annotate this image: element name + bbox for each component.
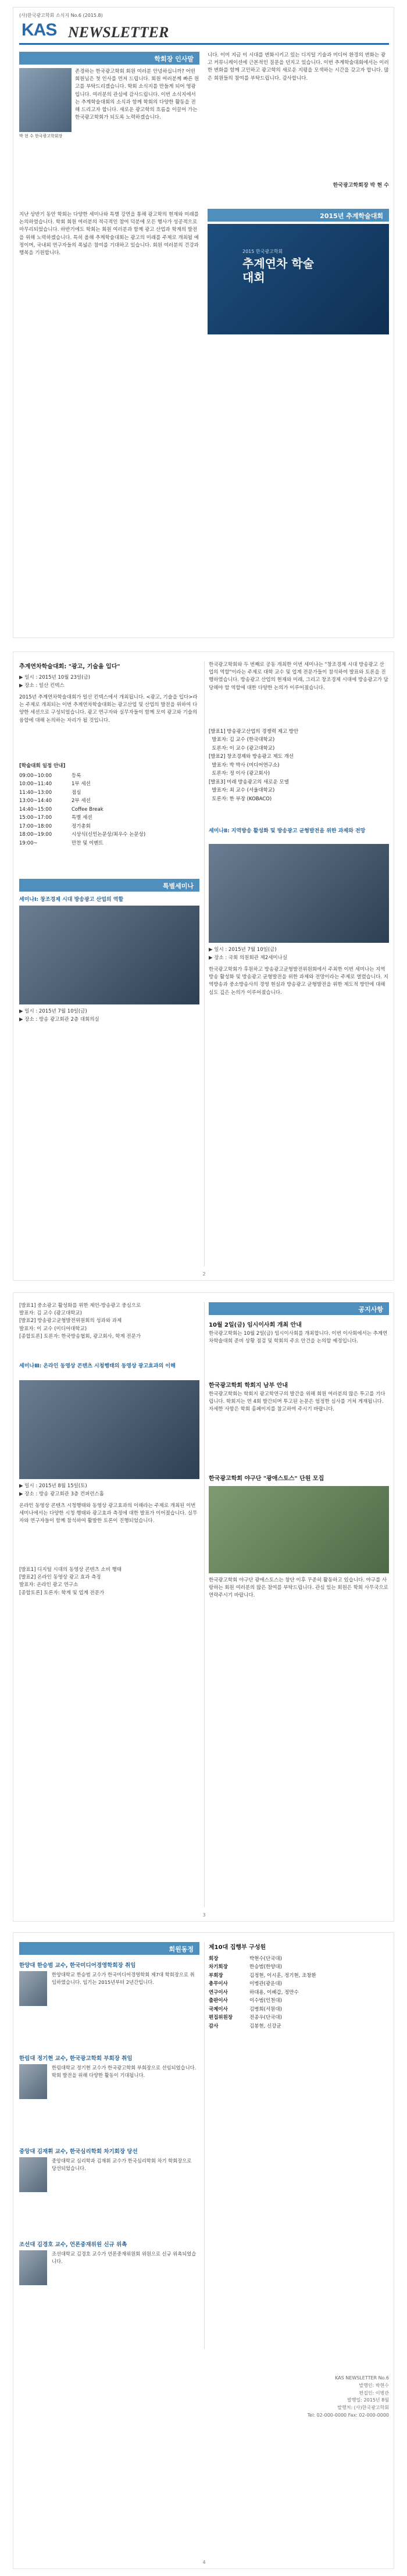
committee-role: 국제이사 bbox=[209, 2006, 228, 2012]
committee-row bbox=[209, 1980, 389, 1988]
member-photo bbox=[19, 1971, 47, 2006]
schedule-time: 11:40~13:00 bbox=[19, 789, 52, 796]
schedule-item: 등록 bbox=[72, 773, 81, 779]
member-photo bbox=[19, 2064, 47, 2099]
program-line: [발표3] 미래 방송광고의 새로운 모델 bbox=[209, 779, 289, 785]
schedule-list bbox=[19, 772, 199, 847]
member-photo bbox=[19, 2250, 47, 2285]
schedule-item: 2부 세션 bbox=[72, 798, 91, 804]
seminar1-program bbox=[209, 728, 389, 803]
program-line: [발표1] 방송광고산업의 경쟁력 제고 방안 bbox=[209, 729, 299, 735]
conference-date: ▶ 일시 : 2015년 10월 23일(금) bbox=[19, 675, 91, 680]
greeting-body: 지난 상반기 동안 학회는 다양한 세미나와 특별 강연을 통해 광고학의 현재와 미래를 논의하였습니다. 학회 회원 여러분의 적극적인 참여 덕분에 모든 행사가 성공적으로 마무리되었습니다. 하반기에도 학회는 회원 여러분과 함께 광고 산업과 학계의 발전을 위해 노력하겠습니다. 특히 올해 추계학술대회는 광고의 미래를 주제로 개최될 예정이며, 국내외 연구자들의 폭넓은 참여를 기대하고 있습니다. 회원 여러분의 건강과 행복을 기원합니다. bbox=[19, 212, 199, 256]
committee-role: 편집위원장 bbox=[209, 2015, 233, 2021]
seminar2-program: [발표1] 중소광고 활성화를 위한 제언-방송광고 중심으로 발표자: 김 교수 (광고대학교) [발표2] 방송광고균형발전위원회의 성과와 과제 발표자: 이 교수 (미디어대학교) [종합토론] 토론자: 한국방송협회, 광고회사, 학계 전문가 bbox=[19, 1303, 141, 1339]
schedule-item: 만찬 및 이벤트 bbox=[72, 840, 103, 846]
seminar3-date: ▶ 일시 : 2015년 8월 15일(토) bbox=[19, 1483, 87, 1489]
member-news-text: 한림대학교 정기현 교수가 한국광고학회 부회장으로 선임되었습니다. 학회 발전을 위해 다양한 활동이 기대됩니다. bbox=[52, 2065, 197, 2078]
newsletter-page-3 bbox=[13, 1292, 394, 1922]
schedule-item: 시상식(신인논문상/최우수 논문상) bbox=[72, 832, 146, 838]
committee-row bbox=[209, 1989, 389, 1997]
news-section-header: 회원동정 bbox=[19, 1942, 199, 1955]
program-line: 토론자: 한 부장 (KOBACO) bbox=[209, 796, 272, 802]
page-number-3: 3 bbox=[202, 1912, 206, 1918]
seminar3-text: 온라인 동영상 콘텐츠 시청행태와 동영상 광고효과의 이해라는 주제로 개최된 이번 세미나에서는 다양한 시청 행태와 광고효과 측정에 대한 발표가 이어졌습니다. 실무자와 연구자들이 함께 참석하여 활발한 토론이 진행되었습니다. bbox=[19, 1503, 198, 1524]
schedule-item: Coffee Break bbox=[72, 806, 103, 813]
seminar2-photo bbox=[209, 844, 389, 943]
committee-row bbox=[209, 1972, 389, 1980]
conference-section-header: 2015년 추계학술대회 bbox=[208, 209, 389, 222]
schedule-item: 점심 bbox=[72, 789, 81, 796]
page-number-2: 2 bbox=[202, 1271, 206, 1277]
schedule-row bbox=[19, 822, 199, 831]
committee-row bbox=[209, 2014, 389, 2022]
schedule-row bbox=[19, 814, 199, 822]
schedule-time: 10:00~11:40 bbox=[19, 781, 52, 788]
program-line: 토론자: 정 이사 (광고회사) bbox=[209, 771, 270, 777]
schedule-item: 특별 세션 bbox=[72, 815, 92, 821]
seminar1-venue: ▶ 장소 : 방송 광고회관 2층 대회의실 bbox=[19, 1017, 99, 1022]
member-news-text: 한양대학교 한승범 교수가 한국미디어경영학회 제7대 학회장으로 취임하였습니다. 임기는 2015년부터 2년간입니다. bbox=[52, 1972, 195, 1985]
program-line: 발표자: 최 교수 (서울대학교) bbox=[209, 788, 275, 794]
seminar3-title: 세미나Ⅲ: 온라인 동영상 콘텐츠 시청행태의 동영상 광고효과의 이해 bbox=[19, 1363, 176, 1369]
schedule-time: 15:00~17:00 bbox=[19, 815, 52, 821]
conference-venue: ▶ 장소 : 일산 킨텍스 bbox=[19, 683, 65, 689]
program-line: 토론자: 이 교수 (광고대학교) bbox=[209, 745, 275, 751]
committee-row bbox=[209, 1963, 389, 1971]
banner-subtitle: 2015 한국광고학회 bbox=[242, 249, 283, 254]
schedule-time: 13:00~14:40 bbox=[19, 798, 52, 804]
schedule-time: 17:00~18:00 bbox=[19, 823, 52, 829]
schedule-row bbox=[19, 789, 199, 797]
committee-role: 감사 bbox=[209, 2023, 219, 2029]
conference-title: 추계연차학술대회: "광고, 기술을 입다" bbox=[19, 664, 120, 670]
schedule-row bbox=[19, 839, 199, 847]
seminar2-text: 한국광고학회가 후원하고 방송광고균형발전위원회에서 주최한 이번 세미나는 지역방송 활성화 및 방송광고 균형발전을 위한 과제와 전망이라는 주제로 열렸습니다. 지역방송과 중소방송사의 경영 현실과 방송광고 균형발전을 위한 제도적 방안에 대해 심도 깊은 논의가 이루어졌습니다. bbox=[209, 967, 388, 996]
seminar1-date: ▶ 일시 : 2015년 7월 10일(금) bbox=[19, 1009, 87, 1014]
committee-row bbox=[209, 2022, 389, 2030]
committee-names: 한승범(한양대) bbox=[249, 1964, 282, 1971]
schedule-row bbox=[19, 780, 199, 788]
member-news-text: 조선대학교 김경호 교수가 언론중재위원회 위원으로 신규 위촉되었습니다. bbox=[52, 2251, 197, 2264]
president-caption: 박 현 수 한국광고학회장 bbox=[19, 134, 63, 138]
schedule-item: 정기총회 bbox=[72, 823, 91, 829]
committee-row bbox=[209, 2005, 389, 2014]
schedule-time: 09:00~10:00 bbox=[19, 773, 52, 779]
program-line: [발표2] 창조경제와 방송광고 제도 개선 bbox=[209, 754, 294, 760]
schedule-time: 19:00~ bbox=[19, 840, 38, 846]
page-number-4: 4 bbox=[202, 2560, 206, 2565]
committee-names: 전종우(단국대) bbox=[249, 2015, 282, 2021]
schedule-header: [학술대회 일정 안내] bbox=[19, 763, 66, 769]
kas-logo: KAS bbox=[22, 20, 57, 40]
column-divider bbox=[204, 661, 205, 1266]
committee-row bbox=[209, 1955, 389, 1963]
schedule-item: 1부 세션 bbox=[72, 781, 91, 788]
schedule-row bbox=[19, 831, 199, 839]
committee-names: 이수범(인천대) bbox=[249, 1998, 282, 2004]
committee-title: 제10대 집행부 구성원 bbox=[209, 1944, 266, 1951]
committee-names: 김정현, 이시훈, 정기현, 조창환 bbox=[249, 1972, 316, 1979]
notice1-title: 10월 2일(금) 임시이사회 개최 안내 bbox=[209, 1322, 302, 1328]
committee-names: 이병관(광운대) bbox=[249, 1981, 282, 1987]
seminar2-venue: ▶ 장소 : 국회 의원회관 제2세미나실 bbox=[209, 955, 288, 961]
committee-role: 출판이사 bbox=[209, 1998, 228, 2004]
committee-role: 연구이사 bbox=[209, 1989, 228, 1996]
publication-credit: KAS NEWSLETTER No.6 발행인: 박현수 편집인: 이병관 발행일: 2015년 8월 발행처: (사)한국광고학회 Tel: 02-000-0000 Fax: 02-000-0000 bbox=[307, 2375, 389, 2418]
committee-row bbox=[209, 1997, 389, 2005]
committee-names: 김봉현, 신강균 bbox=[249, 2023, 281, 2029]
member-news-item bbox=[19, 1961, 199, 1985]
seminar2-date: ▶ 일시 : 2015년 7월 10일(금) bbox=[209, 947, 277, 953]
newsletter-page-4 bbox=[13, 1932, 394, 2569]
seminar-section-header: 특별세미나 bbox=[19, 879, 199, 892]
newsletter-wordmark: NEWSLETTER bbox=[68, 24, 169, 41]
member-news-text: 중앙대학교 심리학과 김재휘 교수가 한국심리학회 차기 학회장으로 당선되었습니다. bbox=[52, 2158, 192, 2171]
program-line: 발표자: 박 박사 (미디어연구소) bbox=[209, 762, 280, 768]
schedule-row bbox=[19, 806, 199, 814]
member-news-headline: 한양대 한승범 교수, 한국미디어경영학회장 취임 bbox=[19, 1962, 136, 1969]
schedule-row bbox=[19, 772, 199, 780]
greeting-section-header: 학회장 인사말 bbox=[19, 52, 199, 65]
issue-label: (사)한국광고학회 소식지 No.6 (2015.8) bbox=[19, 13, 103, 18]
seminar3-photo bbox=[19, 1380, 199, 1479]
committee-list bbox=[209, 1955, 389, 2030]
member-news-item bbox=[19, 2147, 199, 2171]
notice3-title: 한국광고학회 야구단 "광애스토스" 단원 모집 bbox=[209, 1476, 324, 1482]
schedule-row bbox=[19, 797, 199, 805]
president-photo bbox=[19, 68, 72, 132]
seminar2-title: 세미나Ⅱ: 지역방송 활성화 및 방송광고 균형발전을 위한 과제와 전망 bbox=[209, 828, 366, 834]
newsletter-page-2 bbox=[13, 651, 394, 1281]
seminar1-photo bbox=[19, 906, 199, 1004]
seminar1-text: 한국광고학회와 두 번째로 공동 개최한 이번 세미나는 "창조경제 시대 방송광고 산업의 역할"이라는 주제로 대학 교수 및 업계 전문가들이 참석하여 발표와 토론을 진행하였습니다. 방송광고 산업의 현재와 미래, 그리고 창조경제 시대에 방송광고가 담당해야 할 역할에 대한 다양한 논의가 이루어졌습니다. bbox=[209, 662, 388, 691]
schedule-time: 14:40~15:00 bbox=[19, 806, 52, 813]
notice2-text: 한국광고학회는 학회지 광고학연구의 발간을 위해 회원 여러분의 많은 투고를 기다립니다. 학회지는 연 4회 발간되며 투고된 논문은 엄정한 심사를 거쳐 게재됩니다. 자세한 사항은 학회 홈페이지를 참고하여 주시기 바랍니다. bbox=[209, 1391, 385, 1413]
signature: 한국광고학회장 박 현 수 bbox=[333, 183, 389, 188]
seminar3-program: [발표1] 디지털 시대의 동영상 콘텐츠 소비 행태 [발표2] 온라인 동영상 광고 효과 측정 발표자: 온라인 광고 연구소 [종합토론] 토론자: 학계 및 업계 전문가 bbox=[19, 1567, 122, 1596]
committee-role: 총무이사 bbox=[209, 1981, 228, 1987]
notice1-text: 한국광고학회는 10월 2일(금) 임시이사회를 개최합니다. 이번 이사회에서는 추계연차학술대회 준비 상황 점검 및 학회의 주요 안건을 논의할 예정입니다. bbox=[209, 1331, 388, 1345]
schedule-time: 18:00~19:00 bbox=[19, 832, 52, 838]
committee-role: 부회장 bbox=[209, 1972, 223, 1979]
baseball-team-photo bbox=[209, 1486, 389, 1573]
greeting-text-left: 존경하는 한국광고학회 회원 여러분 안녕하십니까? 어떤 회원님은 첫 인사를 먼저 드립니다. 회원 여러분께 빠른 원고를 부탁드리겠습니다. 학회 소식지를 만들게 되어 영광입니다. 여러분의 관심에 감사드립니다. 이번 소식지에서는 추계학술대회의 소식과 함께 학회의 다양한 활동을 전해 드리고자 합니다. 새로운 광고학의 흐름을 이끌어 가는 한국광고학회가 되도록 노력하겠습니다. bbox=[75, 69, 199, 121]
member-news-headline: 조선대 김경호 교수, 언론중재위원 신규 위촉 bbox=[19, 2242, 127, 2248]
banner-title: 추계연차 학술대회 bbox=[242, 256, 314, 284]
program-line: 발표자: 김 교수 (한국대학교) bbox=[209, 737, 275, 743]
column-divider bbox=[204, 1302, 205, 1907]
greeting-text-right: 니다. 이미 지금 이 시대를 변화시키고 있는 디지털 기술과 미디어 환경의 변화는 광고 커뮤니케이션에 근본적인 질문을 던지고 있습니다. 이번 추계학술대회에서는 이러한 변화를 함께 고민하고 광고학의 새로운 지평을 모색하는 시간을 갖고자 합니다. 많은 회원들의 참여를 부탁드립니다. 감사합니다. bbox=[208, 52, 389, 81]
column-divider bbox=[204, 1942, 205, 2349]
member-news-headline: 한림대 정기현 교수, 한국광고학회 부회장 취임 bbox=[19, 2055, 133, 2062]
notice-section-header: 공지사항 bbox=[209, 1302, 389, 1315]
committee-names: 박현수(단국대) bbox=[249, 1956, 282, 1962]
seminar1-title: 세미나Ⅰ: 창조경제 시대 방송광고 산업의 역할 bbox=[19, 897, 124, 903]
member-news-item bbox=[19, 2054, 199, 2078]
notice3-text: 한국광고학회 야구단 광애스토스는 창단 이후 꾸준히 활동하고 있습니다. 야구를 사랑하는 회원 여러분의 많은 참여를 부탁드립니다. 관심 있는 회원은 학회 사무국으로 연락주시기 바랍니다. bbox=[209, 1577, 388, 1599]
conference-text: 2015년 추계연차학술대회가 일산 킨텍스에서 개최됩니다. <광고, 기술을 입다>라는 주제로 개최되는 이번 추계연차학술대회는 광고산업 및 산업의 발전을 위하여 다양한 세션으로 구성되었습니다. 광고 연구자와 실무자들이 함께 모여 광고와 기술의 융합에 대해 논의하는 자리가 될 것입니다. bbox=[19, 694, 198, 724]
notice2-title: 한국광고학회 학회지 남부 안내 bbox=[209, 1383, 288, 1389]
seminar3-venue: ▶ 장소 : 방송 광고회관 3층 컨퍼런스홀 bbox=[19, 1491, 104, 1497]
committee-role: 차기회장 bbox=[209, 1964, 228, 1971]
conference-banner bbox=[208, 224, 389, 334]
member-news-headline: 중앙대 김재휘 교수, 한국심리학회 차기회장 당선 bbox=[19, 2149, 138, 2155]
masthead bbox=[19, 20, 389, 45]
member-photo bbox=[19, 2157, 47, 2192]
newsletter-page-1 bbox=[13, 7, 394, 638]
committee-role: 회장 bbox=[209, 1956, 219, 1962]
member-news-item bbox=[19, 2240, 199, 2264]
committee-names: 김병희(서원대) bbox=[249, 2006, 282, 2012]
committee-names: 하대용, 이혜갑, 정만수 bbox=[249, 1989, 299, 1996]
